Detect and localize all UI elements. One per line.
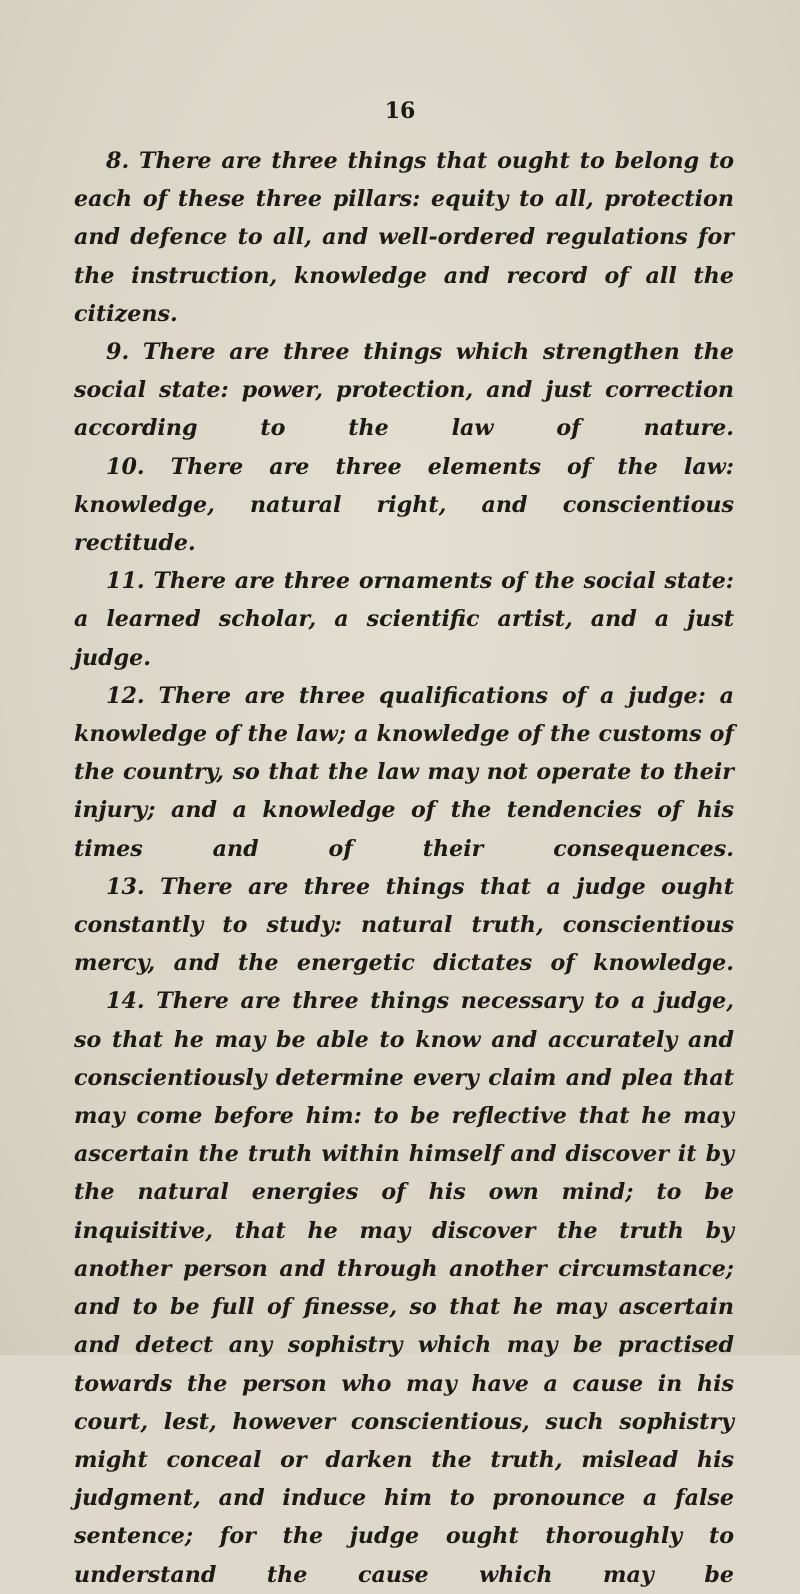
paragraph-8: 8. There are three things that ought to belong to each of these three pillars: equity to all, protection and defence to all, and well-ordered regulations for the instruction, knowledge and record of all the citizens.: [74, 148, 734, 327]
paragraph-9: 9. There are three things which strengthen the social state: power, protection, and just correction according to the law of nature.: [74, 339, 734, 442]
paragraph-11: 11. There are three ornaments of the social state: a learned scholar, a scientific artist, and a just judge.: [74, 568, 734, 671]
paragraph-10: 10. There are three elements of the law: knowledge, natural right, and conscientious rectitude.: [74, 453, 734, 557]
paragraph-13: 13. There are three things that a judge ought constantly to study: natural truth, conscientious mercy, and the energetic dictates of knowledge.: [74, 873, 734, 977]
body-text: [74, 142, 734, 1594]
page-number: 16: [384, 98, 416, 124]
paragraph-12: 12. There are three qualifications of a judge: a knowledge of the law; a knowledge of the customs of the country, so that the law may not operate to their injury; and a knowledge of the tendencies of his times and of their consequences.: [74, 682, 734, 862]
paragraph-14: 14. There are three things necessary to a judge, so that he may be able to know and accurately and conscientiously determine every claim and plea that may come before him: to be reflective that he may ascertain the truth within himself and discover it by the natural energies of his own mind; to be inquisitive, that he may discover the truth by another person and through another circumstance; and to be full of finesse, so that he may ascertain and detect any sophistry which may be practised towards the person who may have a cause in his court, lest, however conscientious, such sophistry might conceal or darken the truth, mislead his judgment, and induce him to pronounce a false sentence; for the judge ought thoroughly to understand the cause which may be: [74, 988, 734, 1588]
